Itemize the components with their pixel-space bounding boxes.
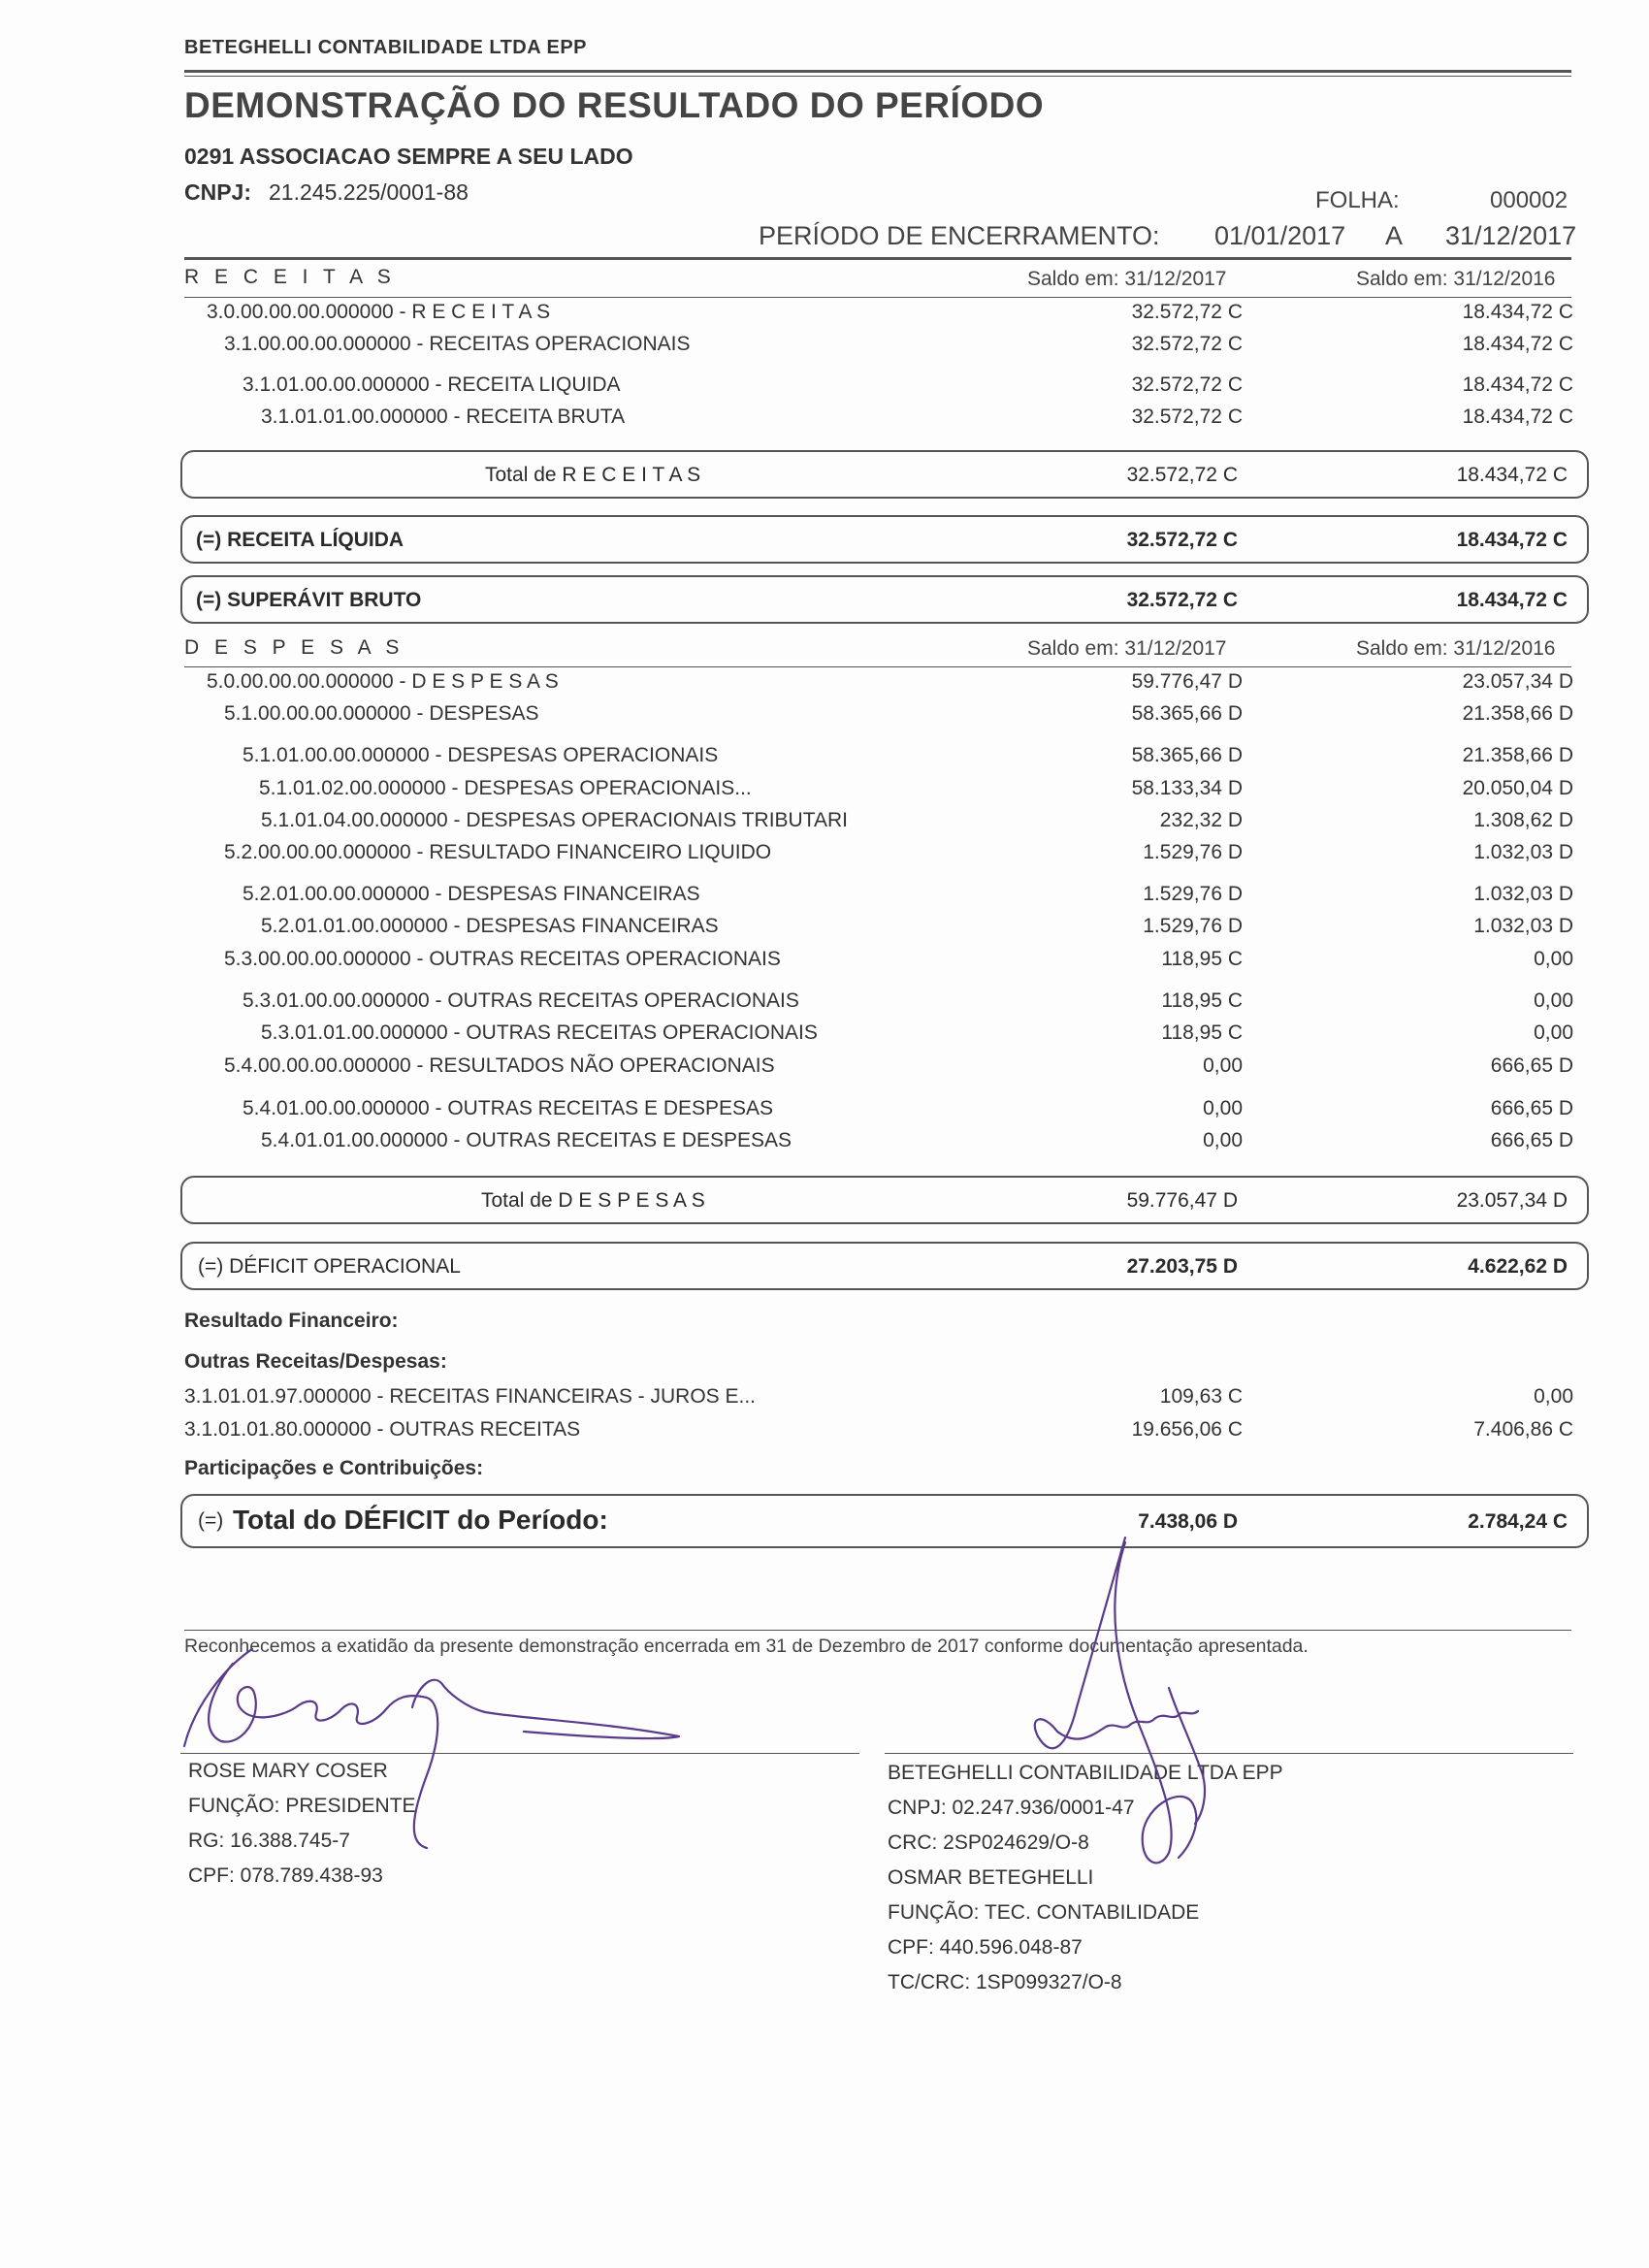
row-label: 5.1.00.00.00.000000 - DESPESAS (224, 702, 539, 725)
row-value-2017: 19.656,06 C (1131, 1418, 1243, 1441)
row-value-2017: 109,63 C (1159, 1385, 1243, 1408)
row-label: 5.2.01.00.00.000000 - DESPESAS FINANCEIRAS (242, 883, 700, 905)
row-value-2017: 0,00 (1203, 1054, 1243, 1077)
total-value-2016: 18.434,72 C (1456, 464, 1568, 486)
row-label: 3.0.00.00.00.000000 - R E C E I T A S (207, 301, 551, 323)
row-value-2017: 32.572,72 C (1131, 373, 1243, 396)
row-value-2016: 666,65 D (1490, 1129, 1573, 1151)
signature-right-stroke (1169, 1688, 1205, 1824)
folha-value: 000002 (1490, 187, 1568, 213)
despesas-col-2016: Saldo em: 31/12/2016 (1356, 637, 1556, 660)
signature-left (209, 1664, 679, 1848)
row-label: 3.1.01.01.00.000000 - RECEITA BRUTA (261, 405, 626, 428)
entity-name: 0291 ASSOCIACAO SEMPRE A SEU LADO (184, 144, 633, 169)
signer-left-cpf: CPF: 078.789.438-93 (188, 1864, 383, 1887)
row-value-2016: 0,00 (1534, 948, 1573, 970)
signer-left-role: FUNÇÃO: PRESIDENTE (188, 1795, 416, 1817)
row-value-2017: 58.365,66 D (1131, 744, 1243, 766)
total-label: Total de D E S P E S A S (481, 1189, 705, 1212)
deficit-operacional-2016: 4.622,62 D (1468, 1255, 1568, 1278)
periodo-from: 01/01/2017 (1214, 221, 1346, 250)
page-title: DEMONSTRAÇÃO DO RESULTADO DO PERÍODO (184, 85, 1045, 125)
total-deficit-label: Total do DÉFICIT do Período: (233, 1505, 608, 1535)
row-value-2016: 0,00 (1534, 1385, 1573, 1408)
row-label: 3.1.01.01.97.000000 - RECEITAS FINANCEIRAS - JUROS E... (184, 1385, 757, 1408)
row-value-2017: 118,95 C (1161, 989, 1243, 1012)
row-value-2017: 1.529,76 D (1143, 915, 1243, 937)
row-value-2017: 118,95 C (1161, 1021, 1243, 1044)
row-value-2017: 232,32 D (1159, 809, 1243, 831)
row-label: 5.4.01.00.00.000000 - OUTRAS RECEITAS E DESPESAS (242, 1097, 774, 1119)
row-value-2016: 18.434,72 C (1462, 333, 1573, 355)
row-value-2016: 1.032,03 D (1473, 841, 1573, 863)
cnpj-value: 21.245.225/0001-88 (269, 179, 469, 205)
row-value-2017: 32.572,72 C (1131, 333, 1243, 355)
deficit-operacional-label: (=) DÉFICIT OPERACIONAL (198, 1255, 461, 1278)
row-value-2016: 23.057,34 D (1462, 670, 1573, 693)
total-value-2016: 23.057,34 D (1456, 1189, 1568, 1212)
total-label: Total de R E C E I T A S (485, 464, 701, 486)
row-value-2016: 20.050,04 D (1462, 777, 1573, 799)
row-value-2016: 21.358,66 D (1462, 744, 1573, 766)
row-label: 5.2.00.00.00.000000 - RESULTADO FINANCEIRO LIQUIDO (224, 841, 772, 863)
row-value-2016: 18.434,72 C (1462, 301, 1573, 323)
row-value-2016: 666,65 D (1490, 1097, 1573, 1119)
row-label: 5.4.00.00.00.000000 - RESULTADOS NÃO OPERACIONAIS (224, 1054, 775, 1077)
row-value-2017: 32.572,72 C (1131, 405, 1243, 428)
despesas-col-2017: Saldo em: 31/12/2017 (1027, 637, 1227, 660)
total-value-2017: 59.776,47 D (1126, 1189, 1238, 1212)
periodo-to: 31/12/2017 (1445, 221, 1577, 250)
total-value-2017: 32.572,72 C (1126, 464, 1238, 486)
row-label: 3.1.01.01.80.000000 - OUTRAS RECEITAS (184, 1418, 581, 1441)
row-label: 5.2.01.01.00.000000 - DESPESAS FINANCEIRAS (261, 915, 719, 937)
signer-right-role: FUNÇÃO: TEC. CONTABILIDADE (888, 1901, 1200, 1924)
row-value-2017: 1.529,76 D (1143, 841, 1243, 863)
row-value-2017: 58.133,34 D (1131, 777, 1243, 799)
signer-right-tccrc: TC/CRC: 1SP099327/O-8 (888, 1971, 1122, 1993)
receitas-section-label: R E C E I T A S (184, 266, 396, 288)
deficit-operacional-2017: 27.203,75 D (1126, 1255, 1238, 1278)
row-label: 5.3.01.01.00.000000 - OUTRAS RECEITAS OPERACIONAIS (261, 1021, 818, 1044)
row-value-2016: 7.406,86 C (1473, 1418, 1573, 1441)
row-value-2016: 18.434,72 C (1462, 373, 1573, 396)
row-value-2016: 0,00 (1534, 989, 1573, 1012)
row-value-2016: 1.032,03 D (1473, 915, 1573, 937)
row-value-2017: 0,00 (1203, 1129, 1243, 1151)
total-deficit-2016: 2.784,24 C (1468, 1510, 1568, 1533)
row-label: 5.4.01.01.00.000000 - OUTRAS RECEITAS E DESPESAS (261, 1129, 792, 1151)
receitas-col-2017: Saldo em: 31/12/2017 (1027, 268, 1227, 290)
signer-right-cpf: CPF: 440.596.048-87 (888, 1936, 1083, 1959)
row-value-2016: 18.434,72 C (1462, 405, 1573, 428)
row-value-2016: 666,65 D (1490, 1054, 1573, 1077)
periodo-label: PERÍODO DE ENCERRAMENTO: (759, 221, 1160, 250)
signer-right-name: OSMAR BETEGHELLI (888, 1866, 1094, 1889)
signature-left-underline (184, 1649, 252, 1746)
resultado-financeiro-label: Resultado Financeiro: (184, 1310, 399, 1332)
signer-left-name: ROSE MARY COSER (188, 1760, 388, 1782)
row-value-2016: 1.032,03 D (1473, 883, 1573, 905)
row-label: 5.1.01.04.00.000000 - DESPESAS OPERACIONAIS TRIBUTARI (261, 809, 848, 831)
row-label: 5.1.01.02.00.000000 - DESPESAS OPERACIONAIS... (259, 777, 752, 799)
row-value-2017: 32.572,72 C (1131, 301, 1243, 323)
row-label: 3.1.01.00.00.000000 - RECEITA LIQUIDA (242, 373, 621, 396)
company-name: BETEGHELLI CONTABILIDADE LTDA EPP (184, 37, 588, 58)
receita-liquida-2016: 18.434,72 C (1456, 529, 1568, 551)
total-deficit-2017: 7.438,06 D (1138, 1510, 1238, 1533)
signer-right-cnpj: CNPJ: 02.247.936/0001-47 (888, 1797, 1135, 1819)
row-label: 5.3.00.00.00.000000 - OUTRAS RECEITAS OPERACIONAIS (224, 948, 781, 970)
despesas-section-label: D E S P E S A S (184, 636, 404, 659)
participacoes-label: Participações e Contribuições: (184, 1457, 484, 1479)
row-value-2016: 0,00 (1534, 1021, 1573, 1044)
row-value-2017: 0,00 (1203, 1097, 1243, 1119)
superavit-bruto-2017: 32.572,72 C (1126, 589, 1238, 611)
total-deficit-prefix: (=) (198, 1509, 224, 1532)
periodo-separator: A (1385, 221, 1404, 250)
row-value-2016: 21.358,66 D (1462, 702, 1573, 725)
superavit-bruto-label: (=) SUPERÁVIT BRUTO (196, 589, 422, 611)
receita-liquida-2017: 32.572,72 C (1126, 529, 1238, 551)
row-label: 5.3.01.00.00.000000 - OUTRAS RECEITAS OPERACIONAIS (242, 989, 799, 1012)
receita-liquida-label: (=) RECEITA LÍQUIDA (196, 529, 404, 551)
folha-label: FOLHA: (1315, 187, 1400, 213)
signer-left-rg: RG: 16.388.745-7 (188, 1830, 350, 1852)
declaration-text: Reconhecemos a exatidão da presente demonstração encerrada em 31 de Dezembro de 2017 conforme documentação apresentada. (184, 1636, 1309, 1657)
row-label: 5.0.00.00.00.000000 - D E S P E S A S (207, 670, 559, 693)
row-value-2016: 1.308,62 D (1473, 809, 1573, 831)
row-value-2017: 118,95 C (1161, 948, 1243, 970)
signer-right-crc: CRC: 2SP024629/O-8 (888, 1831, 1089, 1854)
row-value-2017: 58.365,66 D (1131, 702, 1243, 725)
row-value-2017: 59.776,47 D (1131, 670, 1243, 693)
receitas-col-2016: Saldo em: 31/12/2016 (1356, 268, 1556, 290)
superavit-bruto-2016: 18.434,72 C (1456, 589, 1568, 611)
signer-right-company: BETEGHELLI CONTABILIDADE LTDA EPP (888, 1762, 1283, 1784)
outras-label: Outras Receitas/Despesas: (184, 1350, 447, 1373)
row-label: 3.1.00.00.00.000000 - RECEITAS OPERACIONAIS (224, 333, 691, 355)
row-value-2017: 1.529,76 D (1143, 883, 1243, 905)
row-label: 5.1.01.00.00.000000 - DESPESAS OPERACIONAIS (242, 744, 719, 766)
cnpj-label: CNPJ: (184, 179, 252, 205)
